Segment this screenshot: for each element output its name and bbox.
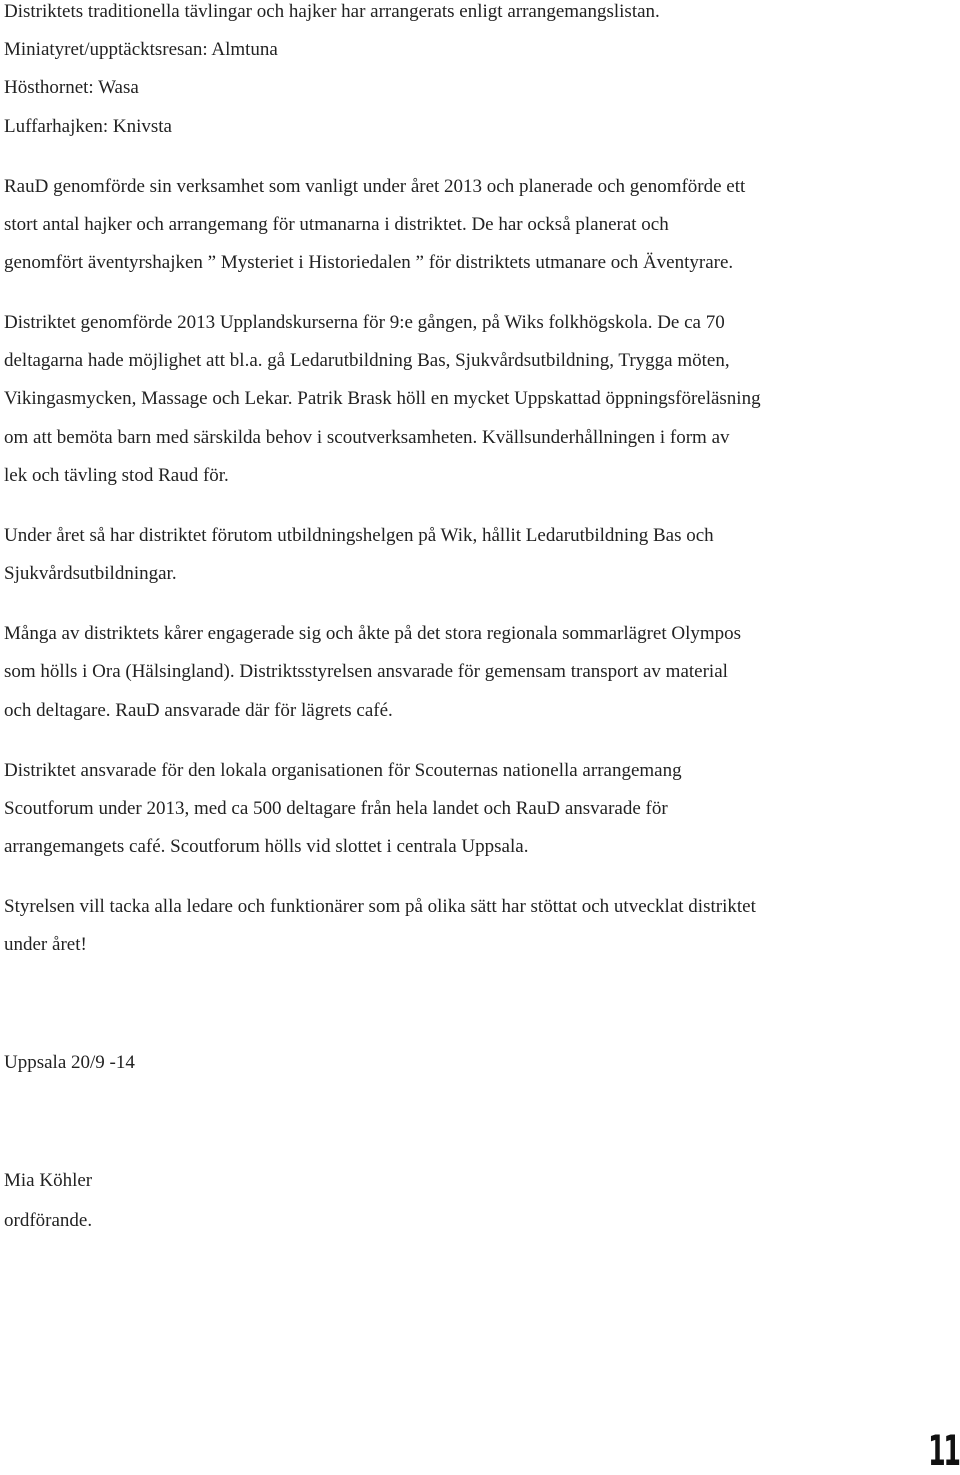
- paragraph-line: Styrelsen vill tacka alla ledare och funktionärer som på olika sätt har stöttat och utvecklat distriktet: [4, 896, 756, 917]
- paragraph-line: Vikingasmycken, Massage och Lekar. Patrik Brask höll en mycket Uppskattad öppningsföreläsning: [4, 388, 761, 409]
- paragraph-fragment: stort antal hajker och arrangemang för utmanarna i distriktet.: [4, 214, 467, 235]
- place-date: Uppsala 20/9 -14: [4, 1052, 135, 1073]
- page-number: 11: [927, 1426, 958, 1475]
- paragraph-line: Scoutforum under 2013, med ca 500 deltagare från hela landet och RauD ansvarade för: [4, 798, 668, 819]
- paragraph-line: Under året så har distriktet förutom utbildningshelgen på Wik, hållit Ledarutbildning Bas och: [4, 525, 714, 546]
- paragraph-line: lek och tävling stod Raud för.: [4, 465, 229, 486]
- intro-line: Hösthornet: Wasa: [4, 77, 139, 98]
- intro-line: Luffarhajken: Knivsta: [4, 116, 172, 137]
- paragraph-fragment: De har också planerat och: [466, 214, 669, 235]
- paragraph-line: arrangemangets café. Scoutforum hölls vid slottet i centrala Uppsala.: [4, 836, 529, 857]
- signature-title: ordförande.: [4, 1210, 93, 1231]
- paragraph-line: om att bemöta barn med särskilda behov i scoutverksamheten. Kvällsunderhållningen i form av: [4, 427, 730, 448]
- paragraph-line: som hölls i Ora (Hälsingland). Distriktsstyrelsen ansvarade för gemensam transport av material: [4, 661, 728, 682]
- paragraph-line: Distriktet ansvarade för den lokala organisationen för Scouternas nationella arrangemang: [4, 760, 682, 781]
- signature-name: Mia Köhler: [4, 1170, 93, 1191]
- intro-line: Distriktets traditionella tävlingar och hajker har arrangerats enligt arrangemangslistan.: [4, 1, 660, 22]
- paragraph-line: RauD genomförde sin verksamhet som vanligt under året 2013 och planerade och genomförde ett: [4, 176, 746, 197]
- paragraph-line: deltagarna hade möjlighet att bl.a. gå Ledarutbildning Bas, Sjukvårdsutbildning, Trygga möten,: [4, 350, 730, 371]
- intro-line: Miniatyret/upptäcktsresan: Almtuna: [4, 39, 278, 60]
- paragraph-line: och deltagare. RauD ansvarade där för lägrets café.: [4, 700, 393, 721]
- paragraph-line: genomfört äventyrshajken ” Mysteriet i Historiedalen ” för distriktets utmanare och Äventyrare.: [4, 252, 734, 273]
- paragraph-line: Sjukvårdsutbildningar.: [4, 563, 177, 584]
- paragraph-line: [4, 213, 669, 237]
- paragraph-line: Många av distriktets kårer engagerade sig och åkte på det stora regionala sommarlägret Olympos: [4, 623, 742, 644]
- paragraph-line: under året!: [4, 934, 87, 955]
- paragraph-line: Distriktet genomförde 2013 Upplandskurserna för 9:e gången, på Wiks folkhögskola. De ca 70: [4, 312, 725, 333]
